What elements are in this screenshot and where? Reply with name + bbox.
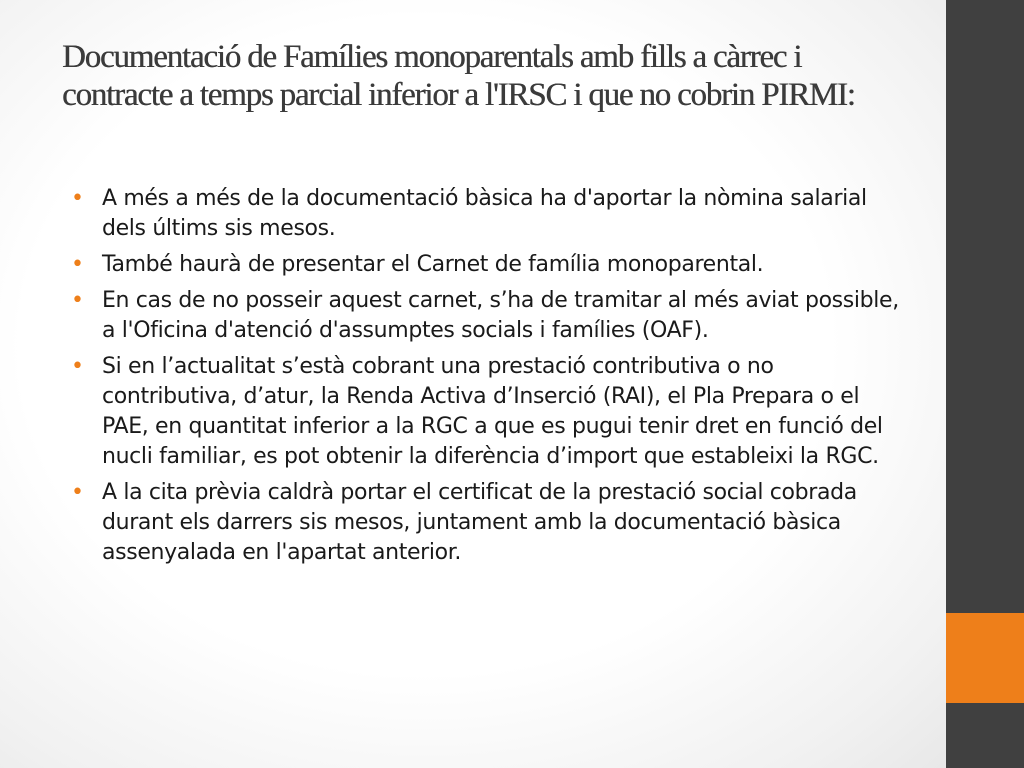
bullet-dot-icon: • (71, 354, 84, 379)
bullet-text: En cas de no posseir aquest carnet, s’ha de tramitar al més aviat possible, a l'Oficina d'atenció d'assumptes socials i famílies (OAF). (102, 288, 899, 343)
bullet-dot-icon: • (71, 186, 84, 211)
bullet-item (70, 184, 910, 244)
bullet-item (70, 286, 910, 346)
slide-title: Documentació de Famílies monoparentals amb fills a càrrec i contracte a temps parcial inferior a l'IRSC i que no cobrin PIRMI: (62, 39, 855, 113)
bullet-text: També haurà de presentar el Carnet de família monoparental. (102, 252, 764, 277)
sidebar-accent-block (946, 613, 1024, 703)
bullet-item (70, 352, 910, 472)
bullet-item (70, 478, 910, 568)
bullet-text: A la cita prèvia caldrà portar el certificat de la prestació social cobrada durant els darrers sis mesos, juntament amb la documentació bàsica assenyalada en l'apartat anterior. (102, 480, 857, 565)
bullet-dot-icon: • (71, 288, 84, 313)
bullet-dot-icon: • (71, 480, 84, 505)
bullet-item (70, 250, 910, 280)
bullet-text: Si en l’actualitat s’està cobrant una prestació contributiva o no contributiva, d’atur, la Renda Activa d’Inserció (RAI), el Pla Prepara o el PAE, en quantitat inferior a la RGC a que es pugui tenir dret en funció del nucli familiar, es pot obtenir la diferència d’import que estableixi la RGC. (102, 354, 883, 469)
bullet-list (70, 184, 910, 574)
bullet-text: A més a més de la documentació bàsica ha d'aportar la nòmina salarial dels últims sis mesos. (102, 186, 867, 241)
bullet-dot-icon: • (71, 252, 84, 277)
